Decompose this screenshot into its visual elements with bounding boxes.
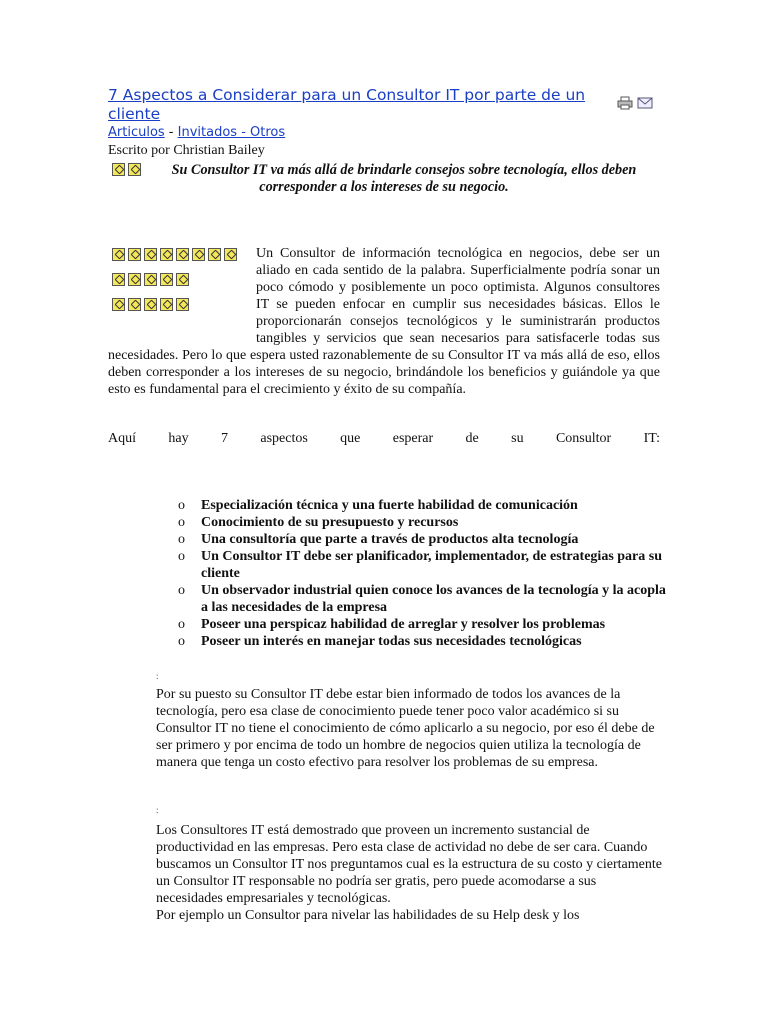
list-item: o Un Consultor IT debe ser planificador, implementador, de estrategias para su cliente bbox=[178, 549, 662, 581]
breadcrumb-link-articulos[interactable]: Articulos bbox=[108, 125, 165, 140]
list-item: o Poseer un interés en manejar todas sus necesidades tecnológicas bbox=[178, 634, 582, 649]
breadcrumb bbox=[108, 125, 285, 140]
email-icon[interactable] bbox=[637, 96, 653, 110]
paragraph-2: Por su puesto su Consultor IT debe estar bien informado de todos los avances de la tecnología, pero esa clase de conocimiento puede tener poco valor académico si su Consultor IT no tiene el conocimiento de cómo aplicarlo a su negocio, por eso él debe de ser primero y por encima de todo un hombre de negocios quien utiliza la tecnología de manera que tenga un costo efectivo para resolver los problemas de su empresa. bbox=[156, 687, 655, 770]
article-tools bbox=[617, 96, 653, 110]
list-item: o Una consultoría que parte a través de productos alta tecnología bbox=[178, 532, 579, 547]
article-byline: Escrito por Christian Bailey bbox=[108, 143, 265, 158]
breadcrumb-separator: - bbox=[164, 125, 178, 140]
article-title-link[interactable]: 7 Aspectos a Considerar para un Consultor IT por parte de un cliente bbox=[108, 86, 586, 123]
list-item: o Poseer una perspicaz habilidad de arreglar y resolver los problemas bbox=[178, 617, 606, 632]
list-item: o Un observador industrial quien conoce los avances de la tecnología y la acopla a las necesidades de la empresa bbox=[178, 583, 666, 615]
list-item: o Conocimiento de su presupuesto y recursos bbox=[178, 515, 459, 530]
list-item: o Especialización técnica y una fuerte habilidad de comunicación bbox=[178, 498, 578, 513]
paragraph-1: Un Consultor de información tecnológica en negocios, debe ser un aliado en cada sentido de la palabra. Superficialmente podría sonar un poco cómodo y posiblemente un poco optimista. Algunos consultores IT se pueden enfocar en cumplir sus necesidades básicas. Ellos le proporcionarán consejos tecnológicos y le suministrarán productos tangibles y servicios que sean necesarios para satisfacerle todas sus necesidades. Pero lo que espera usted razonablemente de su Consultor IT va más allá de eso, ellos deben corresponder a los intereses de su negocio, brindándole los beneficios y guiándole ya que esto es fundamental para el crecimiento y éxito de su compañía. bbox=[108, 246, 660, 397]
aspects-list bbox=[176, 497, 666, 650]
colon-marker: : bbox=[156, 805, 159, 815]
colon-marker: : bbox=[156, 671, 159, 681]
aspects-intro: Aquí hay 7 aspectos que esperar de su Consultor IT: bbox=[108, 431, 660, 446]
printer-icon[interactable] bbox=[617, 96, 633, 110]
breadcrumb-link-invitados[interactable]: Invitados - Otros bbox=[177, 125, 286, 140]
paragraph-3: Los Consultores IT está demostrado que proveen un incremento sustancial de productividad en las empresas. Pero esta clase de actividad no debe de ser cara. Cuando buscamos un Consultor IT nos preguntamos cual es la estructura de su costo y ciertamente un Consultor IT responsable no podría ser gratis, pero puede acomodarse a sus necesidades empresariales y tecnológicas. Por ejemplo un Consultor para nivelar las habilidades de su Help desk y los bbox=[156, 823, 662, 923]
article-intro: Su Consultor IT va más allá de brindarle consejos sobre tecnología, ellos deben corresponder a los intereses de su negocio. bbox=[171, 162, 637, 195]
